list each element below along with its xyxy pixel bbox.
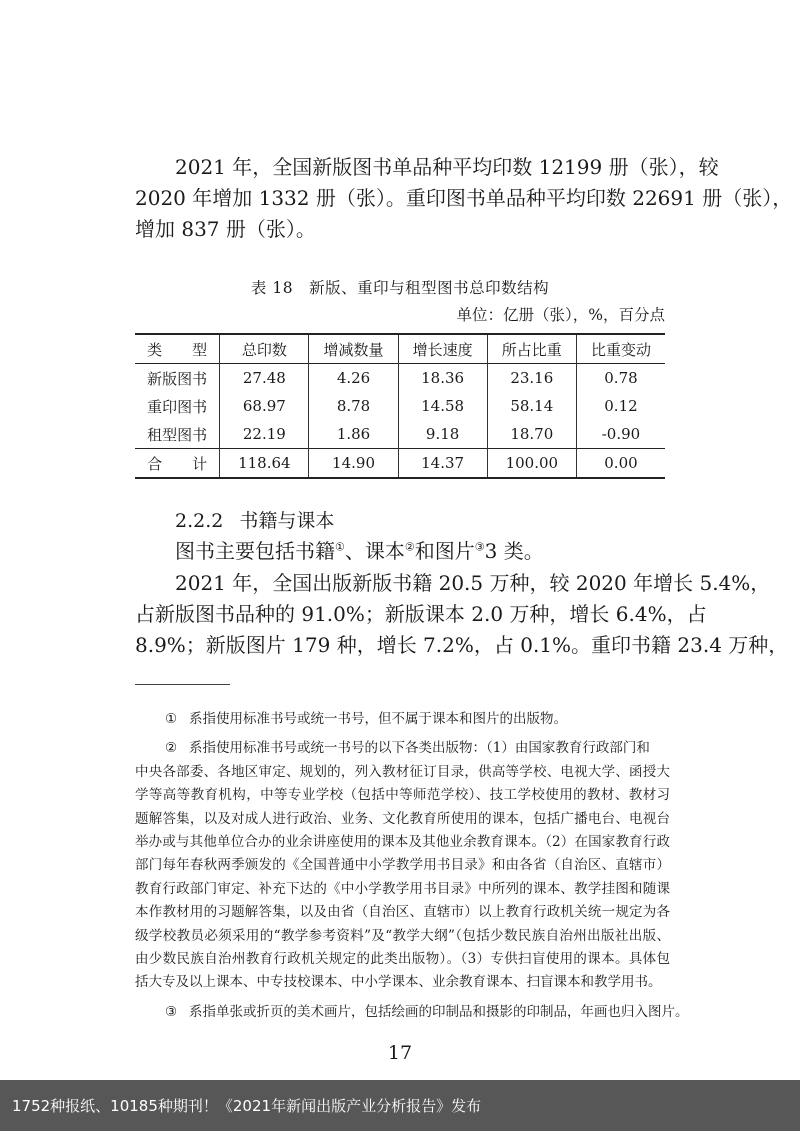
table-row (135, 420, 665, 449)
text-line: 本作教材用的习题解答集，以及由省（自治区、直辖市）以上教育行政机关统一规定为各 (135, 904, 670, 921)
text-line: 教育行政部门审定、补充下达的《中小学教学用书目录》中所列的课本、教学挂图和随课 (135, 880, 670, 897)
text-run: 系指使用标准书号或统一书号，但不属于课本和图片的出版物。 (189, 711, 567, 727)
table-cell: 68.97 (220, 392, 309, 420)
table-cell: 9.18 (398, 420, 487, 449)
text-run: 3 类。 (484, 539, 544, 563)
table-cell: 0.78 (576, 364, 665, 393)
text-line: 2021 年，全国出版新版书籍 20.5 万种，较 2020 年增长 5.4%， (175, 571, 771, 595)
table-cell: 22.19 (220, 420, 309, 449)
table-total-row (135, 449, 665, 479)
paragraph-categories (135, 536, 665, 567)
footnote-ref[interactable]: ① (335, 540, 345, 554)
text-line: 部门每年春秋两季颁发的《全国普通中小学教学用书目录》和由各省（自治区、直辖市） (135, 857, 670, 874)
table-cell: 100.00 (487, 449, 576, 479)
table-cell: 27.48 (220, 364, 309, 393)
footnote-mark: ③ (165, 1003, 178, 1020)
table-cell: 18.36 (398, 364, 487, 393)
text-line: 增加 837 册（张）。 (135, 217, 316, 241)
table-cell: -0.90 (576, 420, 665, 449)
text-run: 、课本 (344, 539, 405, 563)
text-line: 题解答集，以及对成人进行政治、业务、文化教育所使用的课本，包括广播电台、电视台 (135, 810, 670, 827)
text-line: 2020 年增加 1332 册（张）。重印图书单品种平均印数 22691 册（张）， (135, 186, 793, 210)
text-line: 8.9%；新版图片 179 种，增长 7.2%，占 0.1%。重印书籍 23.4 万种， (135, 633, 789, 657)
paragraph-print-run (135, 152, 793, 245)
table-cell: 合 计 (147, 454, 208, 473)
text-line (135, 708, 670, 731)
page-number: 17 (387, 1042, 413, 1064)
text-line: 2021 年，全国新版图书单品种平均印数 12199 册（张），较 (175, 155, 719, 179)
text-line: 学等高等教育机构，中等专业学校（包括中等师范学校）、技工学校使用的教材、教材习 (135, 787, 670, 804)
footnote-1 (135, 708, 670, 731)
column-header: 类 型 (147, 340, 208, 359)
footnote-2 (135, 737, 670, 994)
table-cell: 14.90 (309, 449, 398, 479)
table-row (135, 364, 665, 393)
table-cell: 8.78 (309, 392, 398, 420)
text-line: 级学校教员必须采用的“教学参考资料”及“教学大纲”（包括少数民族自治州出版社出版、 (135, 927, 670, 944)
table-cell: 重印图书 (147, 397, 208, 416)
table-cell: 4.26 (309, 364, 398, 393)
column-header: 总印数 (220, 334, 309, 364)
column-header: 所占比重 (487, 334, 576, 364)
column-header: 比重变动 (576, 334, 665, 364)
footnote-3 (135, 1001, 689, 1024)
table-cell: 14.58 (398, 392, 487, 420)
text-line (135, 737, 670, 760)
text-line: 举办或与其他单位合办的业余讲座使用的课本及其他业余教育课本。（2）在国家教育行政 (135, 834, 670, 851)
table-cell: 租型图书 (147, 425, 208, 444)
footnote-ref[interactable]: ② (404, 540, 415, 554)
table-cell: 1.86 (309, 420, 398, 449)
section-number: 2.2.2 (175, 510, 224, 532)
text-line: 中央各部委、各地区审定、规划的，列入教材征订目录，供高等学校、电视大学、函授大 (135, 763, 670, 780)
footnote-mark: ① (165, 711, 178, 727)
text-line: 占新版图书品种的 91.0%；新版课本 2.0 万种，增长 6.4%，占 (135, 602, 707, 626)
text-line: 由少数民族自治州教育行政机关规定的此类出版物）。（3）专供扫盲使用的课本。具体包 (135, 951, 670, 968)
text-run: 系指单张或折页的美术画片，包括绘画的印制品和摄影的印制品，年画也归入图片。 (189, 1003, 689, 1020)
text-line (135, 1001, 689, 1024)
print-structure-table (135, 333, 665, 479)
footnotes (135, 708, 689, 1030)
text-line (135, 536, 665, 567)
section-title: 书籍与课本 (239, 510, 335, 532)
table-cell: 58.14 (487, 392, 576, 420)
paragraph-new-editions (135, 568, 789, 661)
text-run: 图书主要包括书籍 (175, 539, 335, 563)
text-run: 和图片 (414, 539, 475, 563)
text-run: 系指使用标准书号或统一书号的以下各类出版物：（1）由国家教育行政部门和 (189, 740, 650, 757)
table-cell: 0.12 (576, 392, 665, 420)
banner-text: 1752种报纸、10185种期刊！《2021年新闻出版产业分析报告》发布 (12, 1097, 482, 1115)
footnote-ref[interactable]: ③ (474, 540, 485, 554)
table-cell: 118.64 (220, 449, 309, 479)
table-row (135, 392, 665, 420)
footnote-mark: ② (165, 740, 178, 757)
table-cell: 0.00 (576, 449, 665, 479)
table-header-row (135, 334, 665, 364)
section-heading (175, 506, 334, 533)
footnote-divider (135, 684, 230, 685)
column-header: 增减数量 (309, 334, 398, 364)
table-cell: 23.16 (487, 364, 576, 393)
table-cell: 14.37 (398, 449, 487, 479)
table-title: 表 18 新版、重印与租型图书总印数结构 (250, 279, 550, 297)
column-header: 增长速度 (398, 334, 487, 364)
table-cell: 18.70 (487, 420, 576, 449)
caption-banner (0, 1080, 800, 1131)
table-cell: 新版图书 (147, 369, 208, 388)
table-unit-note: 单位：亿册（张），%，百分点 (456, 306, 665, 324)
text-line: 括大专及以上课本、中专技校课本、中小学课本、业余教育课本、扫盲课本和教学用书。 (135, 974, 662, 991)
